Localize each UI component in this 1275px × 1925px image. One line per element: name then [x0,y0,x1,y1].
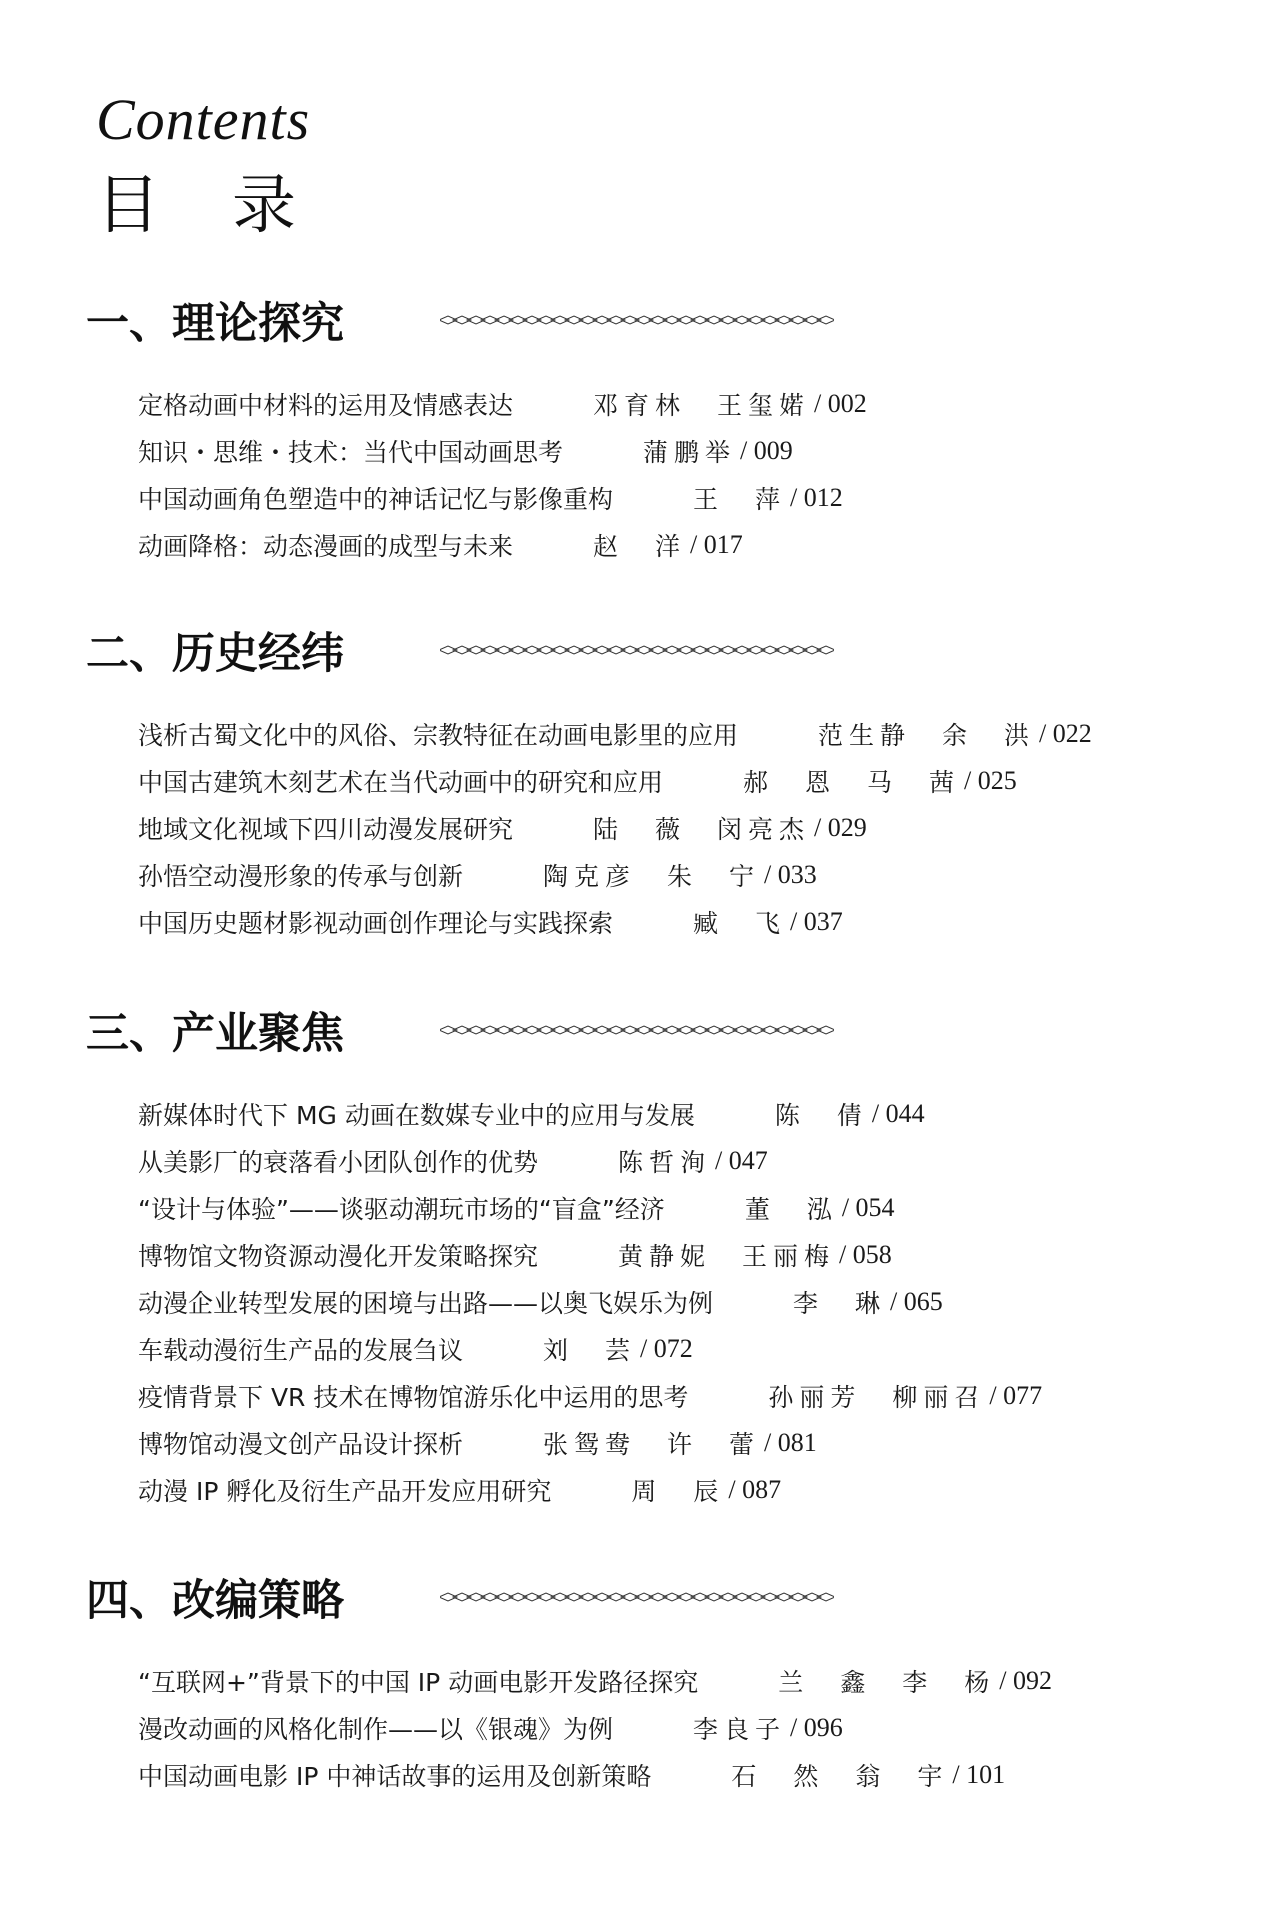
entry-title: 博物馆文物资源动漫化开发策略探究 [138,1241,539,1271]
ornament-diamond [649,646,667,654]
ornament-diamond [663,646,681,654]
entry-page: / 077 [989,1380,1043,1410]
ornament-diamond [747,316,765,324]
ornament-diamond [621,646,639,654]
ornament-diamond [705,646,723,654]
ornament-diamond [537,1026,555,1034]
ornament-diamond [579,1026,597,1034]
ornament-diamond [705,1026,723,1034]
ornament-diamond [761,1026,779,1034]
ornament-diamond [803,316,821,324]
entry-authors: 周 辰 [631,1476,725,1506]
ornament-diamond [663,1593,681,1601]
ornament-diamond [551,646,569,654]
section-title: 三、产业聚焦 [86,1008,344,1059]
section-header [86,1567,1186,1627]
ornament-diamond [691,1593,709,1601]
ornament-diamond [803,1593,821,1601]
entry-title: 知识・思维・技术：当代中国动画思考 [138,437,564,467]
ornament-diamond [593,316,611,324]
entry-authors: 陈哲洵 [618,1147,712,1177]
ornament-diamond [747,1026,765,1034]
ornament-diamond [509,1026,527,1034]
ornament-diamond [453,1593,471,1601]
toc-entry[interactable] [138,1657,1186,1704]
diamond-chain-ornament-icon [440,1590,834,1604]
entry-title: 浅析古蜀文化中的风俗、宗教特征在动画电影里的应用 [138,720,739,750]
toc-entry[interactable] [138,710,1186,757]
entry-title: 车载动漫衍生产品的发展刍议 [138,1335,464,1365]
entry-page: / 065 [890,1286,943,1316]
entry-authors: 董 泓 [744,1194,838,1224]
ornament-diamond [495,316,513,324]
entry-title: 新媒体时代下 MG 动画在数媒专业中的应用与发展 [138,1100,695,1130]
section-title: 一、理论探究 [86,298,344,349]
entry-page: / 092 [999,1665,1052,1695]
entry-page: / 047 [715,1145,768,1175]
section-ornament [440,643,834,657]
ornament-diamond [565,1593,583,1601]
page-header [96,88,310,246]
entry-authors: 蒲鹏举 [643,437,737,467]
ornament-diamond [579,1593,597,1601]
ornament-diamond [761,646,779,654]
ornament-diamond [691,646,709,654]
entry-page: / 058 [839,1239,892,1269]
ornament-diamond [733,646,751,654]
ornament-diamond [663,1026,681,1034]
section-header [86,290,1186,350]
diamond-chain-ornament-icon [440,1023,834,1037]
ornament-diamond [635,1593,653,1601]
toc-entries [138,710,1186,945]
toc-entry[interactable] [138,804,1186,851]
contents-title-cn [96,166,310,246]
entry-title: 动漫 IP 孵化及衍生产品开发应用研究 [138,1476,552,1506]
ornament-diamond [551,1026,569,1034]
entry-authors: 陆 薇 闵亮杰 [593,814,811,844]
toc-entry[interactable] [138,521,1186,568]
section-ornament [440,313,834,327]
entry-authors: 黄静妮 王丽梅 [618,1241,836,1271]
ornament-diamond [537,316,555,324]
section-industry [86,1000,1186,1513]
toc-entry[interactable] [138,1466,1186,1513]
entry-title: “互联网+”背景下的中国 IP 动画电影开发路径探究 [138,1667,699,1697]
toc-entry[interactable] [138,1184,1186,1231]
ornament-diamond [551,1593,569,1601]
section-ornament [440,1023,834,1037]
ornament-diamond [733,1593,751,1601]
ornament-diamond [453,1026,471,1034]
toc-entry[interactable] [138,1137,1186,1184]
ornament-diamond [440,646,457,654]
ornament-diamond [523,1593,541,1601]
toc-entry[interactable] [138,851,1186,898]
section-history [86,620,1186,945]
ornament-diamond [523,646,541,654]
ornament-diamond [789,316,807,324]
ornament-diamond [817,1026,834,1034]
entry-page: / 022 [1039,718,1092,748]
ornament-diamond [481,316,499,324]
entry-page: / 087 [728,1474,782,1504]
ornament-diamond [565,316,583,324]
ornament-diamond [495,1026,513,1034]
ornament-diamond [719,1026,737,1034]
entry-title: 孙悟空动漫形象的传承与创新 [138,861,464,891]
ornament-diamond [593,1593,611,1601]
entry-authors: 刘 芸 [543,1335,637,1365]
ornament-diamond [677,1593,695,1601]
contents-title-cn-char-2: 录 [232,169,296,243]
ornament-diamond [453,646,471,654]
ornament-diamond [747,646,765,654]
entry-authors: 臧 飞 [693,908,787,938]
ornament-diamond [440,1026,457,1034]
entry-title: 博物馆动漫文创产品设计探析 [138,1429,464,1459]
ornament-diamond [621,1593,639,1601]
contents-title-en: Contents [96,87,311,152]
toc-entries [138,1657,1186,1798]
ornament-diamond [621,1026,639,1034]
ornament-diamond [817,316,834,324]
ornament-diamond [467,1593,485,1601]
entry-authors: 陈 倩 [774,1100,868,1130]
ornament-diamond [607,316,625,324]
ornament-diamond [453,316,471,324]
entry-title: 漫改动画的风格化制作——以《银魂》为例 [138,1714,614,1744]
ornament-diamond [621,316,639,324]
ornament-diamond [523,1026,541,1034]
entry-title: 动画降格：动态漫画的成型与未来 [138,531,514,561]
ornament-diamond [551,316,569,324]
ornament-diamond [467,1026,485,1034]
entry-page: / 072 [640,1333,693,1363]
ornament-diamond [719,1593,737,1601]
toc-entry[interactable] [138,757,1186,804]
entry-authors: 兰 鑫 李 杨 [778,1667,996,1697]
entry-title: 从美影厂的衰落看小团队创作的优势 [138,1147,539,1177]
ornament-diamond [649,1593,667,1601]
ornament-diamond [677,316,695,324]
ornament-diamond [691,1026,709,1034]
entry-page: / 101 [952,1759,1006,1789]
ornament-diamond [663,316,681,324]
ornament-diamond [607,1593,625,1601]
toc-entry[interactable] [138,1751,1186,1798]
diamond-chain-ornament-icon [440,643,834,657]
ornament-diamond [593,646,611,654]
ornament-diamond [495,646,513,654]
toc-entry[interactable] [138,380,1186,427]
entry-authors: 陶克彦 朱 宁 [543,861,761,891]
ornament-diamond [537,646,555,654]
diamond-chain-ornament-icon [440,313,834,327]
ornament-diamond [440,1593,457,1601]
toc-entry[interactable] [138,1090,1186,1137]
ornament-diamond [565,646,583,654]
ornament-diamond [803,1026,821,1034]
ornament-diamond [775,646,793,654]
entry-title: 中国古建筑木刻艺术在当代动画中的研究和应用 [138,767,664,797]
section-adaptation [86,1567,1186,1798]
toc-entry[interactable] [138,1325,1186,1372]
entry-page: / 009 [740,435,793,465]
entry-page: / 033 [764,859,817,889]
ornament-diamond [649,1026,667,1034]
ornament-diamond [789,1593,807,1601]
ornament-diamond [523,316,541,324]
entry-page: / 025 [964,765,1017,795]
ornament-diamond [803,646,821,654]
entry-authors: 张鸳鸯 许 蕾 [543,1429,761,1459]
ornament-diamond [635,316,653,324]
ornament-diamond [775,316,793,324]
entry-authors: 孙丽芳 柳丽召 [768,1382,986,1412]
ornament-diamond [677,1026,695,1034]
entry-page: / 017 [690,529,743,559]
ornament-diamond [789,1026,807,1034]
entry-authors: 李良子 [693,1714,787,1744]
toc-entries [138,1090,1186,1513]
entry-authors: 石 然 翁 宇 [731,1761,949,1791]
entry-page: / 081 [764,1427,817,1457]
ornament-diamond [495,1593,513,1601]
toc-entry[interactable] [138,1704,1186,1751]
ornament-diamond [481,646,499,654]
entry-title: 定格动画中材料的运用及情感表达 [138,390,514,420]
ornament-diamond [509,1593,527,1601]
entry-authors: 范生静 余 洪 [818,720,1036,750]
ornament-diamond [761,316,779,324]
entry-page: / 096 [790,1712,843,1742]
ornament-diamond [579,316,597,324]
entry-title: 地域文化视域下四川动漫发展研究 [138,814,514,844]
ornament-diamond [705,1593,723,1601]
entry-page: / 054 [841,1192,895,1222]
entry-title: 中国历史题材影视动画创作理论与实践探索 [138,908,614,938]
ornament-diamond [733,1026,751,1034]
section-theory [86,290,1186,568]
ornament-diamond [733,316,751,324]
contents-title-cn-char-1: 目 [96,169,160,243]
toc-entry[interactable] [138,1278,1186,1325]
ornament-diamond [649,316,667,324]
ornament-diamond [607,646,625,654]
entry-title: 中国动画角色塑造中的神话记忆与影像重构 [138,484,614,514]
ornament-diamond [481,1593,499,1601]
ornament-diamond [593,1026,611,1034]
ornament-diamond [775,1593,793,1601]
section-ornament [440,1590,834,1604]
ornament-diamond [719,646,737,654]
toc-entry[interactable] [138,1231,1186,1278]
ornament-diamond [537,1593,555,1601]
ornament-diamond [635,1026,653,1034]
ornament-diamond [747,1593,765,1601]
ornament-diamond [509,316,527,324]
ornament-diamond [775,1026,793,1034]
entry-page: / 002 [814,388,867,418]
entry-page: / 044 [871,1098,925,1128]
entry-title: 中国动画电影 IP 中神话故事的运用及创新策略 [138,1761,652,1791]
toc-entry[interactable] [138,1419,1186,1466]
entry-authors: 李 琳 [793,1288,887,1318]
toc-entries [138,380,1186,568]
entry-title: 疫情背景下 VR 技术在博物馆游乐化中运用的思考 [138,1382,689,1412]
section-title: 四、改编策略 [86,1575,344,1626]
toc-entry[interactable] [138,474,1186,521]
entry-title: “设计与体验”——谈驱动潮玩市场的“盲盒”经济 [138,1194,665,1224]
ornament-diamond [565,1026,583,1034]
ornament-diamond [579,646,597,654]
entry-authors: 郝 恩 马 茜 [743,767,961,797]
entry-page: / 037 [790,906,843,936]
ornament-diamond [719,316,737,324]
ornament-diamond [691,316,709,324]
toc-entry[interactable] [138,427,1186,474]
ornament-diamond [467,646,485,654]
entry-authors: 王 萍 [693,484,787,514]
ornament-diamond [440,316,457,324]
ornament-diamond [509,646,527,654]
entry-page: / 029 [814,812,867,842]
ornament-diamond [705,316,723,324]
ornament-diamond [789,646,807,654]
section-header [86,1000,1186,1060]
ornament-diamond [761,1593,779,1601]
toc-entry[interactable] [138,898,1186,945]
entry-page: / 012 [790,482,843,512]
ornament-diamond [677,646,695,654]
ornament-diamond [817,1593,834,1601]
entry-title: 动漫企业转型发展的困境与出路——以奥飞娱乐为例 [138,1288,714,1318]
entry-authors: 赵 洋 [593,531,687,561]
ornament-diamond [481,1026,499,1034]
section-header [86,620,1186,680]
section-title: 二、历史经纬 [86,628,344,679]
entry-authors: 邓育林 王玺婼 [593,390,811,420]
toc-entry[interactable] [138,1372,1186,1419]
ornament-diamond [607,1026,625,1034]
ornament-diamond [467,316,485,324]
ornament-diamond [817,646,834,654]
ornament-diamond [635,646,653,654]
